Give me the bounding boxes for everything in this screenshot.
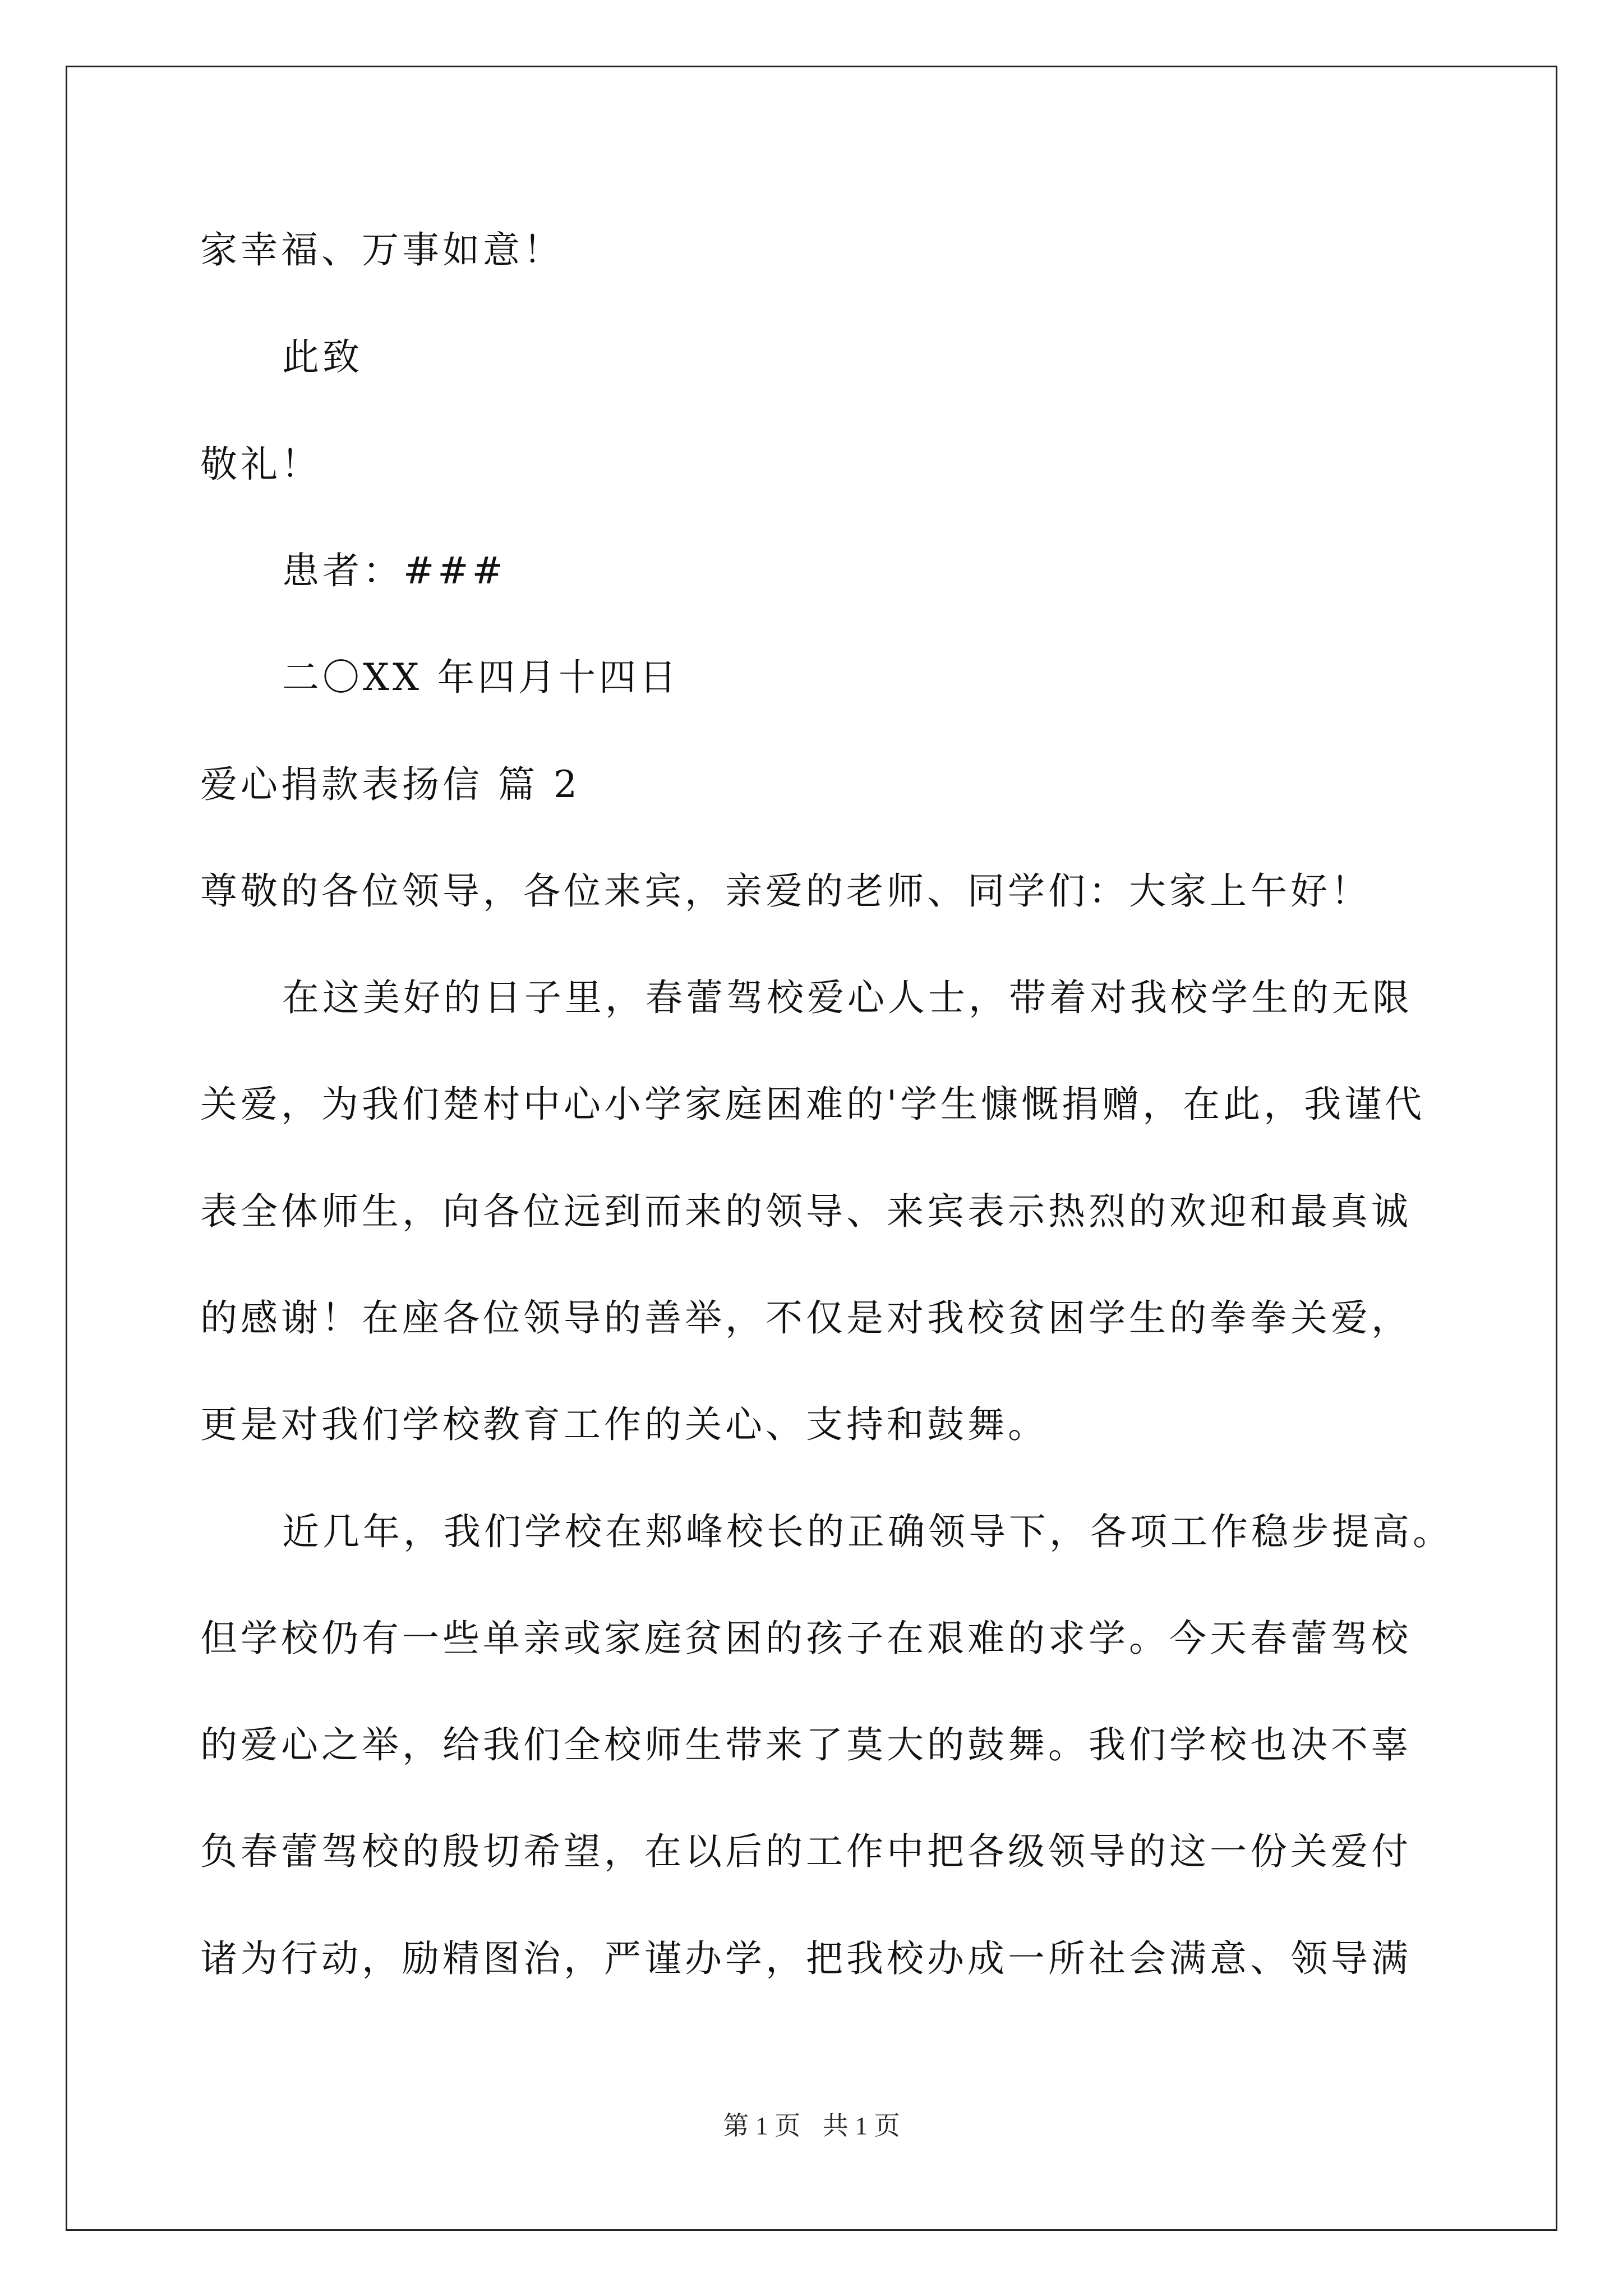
paragraph-line: 诸为行动，励精图治，严谨办学，把我校办成一所社会满意、领导满	[200, 1937, 1412, 1980]
section-heading: 爱心捐款表扬信 篇 2	[200, 763, 580, 806]
page-total: 共 1 页	[822, 2111, 900, 2140]
paragraph-line: 但学校仍有一些单亲或家庭贫困的孩子在艰难的求学。今天春蕾驾校	[200, 1617, 1412, 1660]
paragraph-line: 表全体师生，向各位远到而来的领导、来宾表示热烈的欢迎和最真诚	[200, 1190, 1412, 1233]
paragraph-line: 关爱，为我们楚村中心小学家庭困难的'学生慷慨捐赠，在此，我谨代	[200, 1083, 1426, 1126]
paragraph-line: 的爱心之举，给我们全校师生带来了莫大的鼓舞。我们学校也决不辜	[200, 1723, 1412, 1766]
closing-regards: 敬礼！	[200, 443, 321, 486]
page-border	[66, 66, 1557, 2231]
paragraph-line: 近几年，我们学校在郏峰校长的正确领导下，各项工作稳步提高。	[282, 1510, 1453, 1553]
paragraph-line: 更是对我们学校教育工作的关心、支持和鼓舞。	[200, 1403, 1048, 1446]
signature-line: 患者：###	[282, 549, 506, 592]
greeting-line: 尊敬的各位领导，各位来宾，亲爱的老师、同学们：大家上午好！	[200, 869, 1371, 913]
text-line-1: 家幸福、万事如意！	[200, 228, 564, 272]
page-footer	[0, 2113, 1623, 2139]
date-line: 二〇XX 年四月十四日	[282, 656, 680, 699]
paragraph-line: 负春蕾驾校的殷切希望，在以后的工作中把各级领导的这一份关爱付	[200, 1830, 1412, 1873]
paragraph-line: 在这美好的日子里，春蕾驾校爱心人士，带着对我校学生的无限	[282, 976, 1413, 1019]
closing-salutation: 此致	[282, 335, 363, 379]
page-number: 第 1 页	[723, 2111, 801, 2140]
paragraph-line: 的感谢！在座各位领导的善举，不仅是对我校贫困学生的拳拳关爱，	[200, 1296, 1412, 1340]
